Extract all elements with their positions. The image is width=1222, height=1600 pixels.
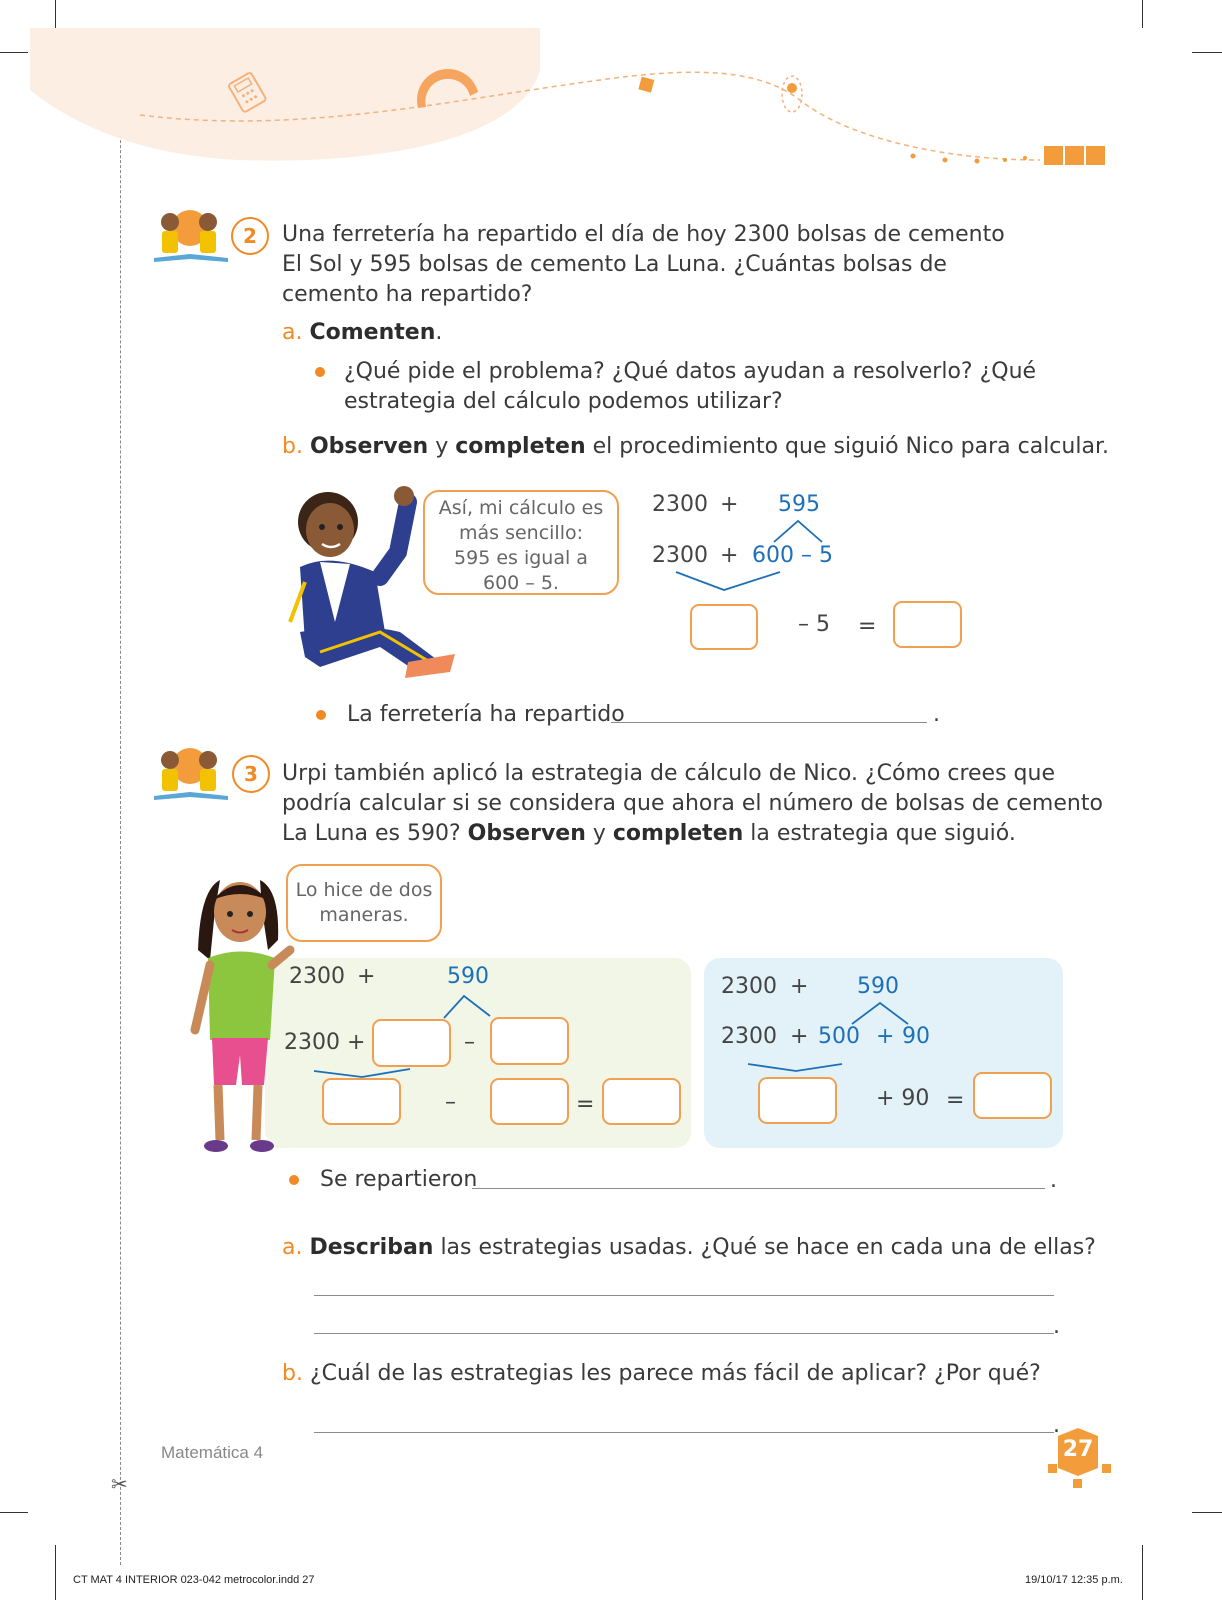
item-b: b. Observen y completen el procedimiento que siguió Nico para calcular. (282, 434, 1109, 459)
speech-bubble: Así, mi cálculo es más sencillo: 595 es igual a 600 – 5. (423, 490, 619, 595)
calc-number: 2300 (721, 974, 777, 999)
calc-operator: + (876, 1024, 895, 1049)
calc-number: 590 (857, 974, 899, 999)
calc-number: 2300 (652, 492, 708, 517)
answer-suffix: . (1050, 1168, 1057, 1193)
calc-number: 590 (447, 964, 489, 989)
answer-line[interactable] (314, 1333, 1054, 1334)
cubes-icon (1044, 146, 1105, 165)
answer-prefix: La ferretería ha repartido (347, 702, 625, 727)
calc-number: 2300 (652, 543, 708, 568)
girl-illustration (180, 870, 300, 1155)
calc-operator: – 5 (798, 612, 830, 637)
answer-line[interactable] (314, 1295, 1054, 1296)
split-branch (848, 1000, 914, 1026)
answer-prefix: Se repartieron (320, 1167, 478, 1192)
problem-number-badge: 2 (231, 217, 269, 255)
bullet-icon (316, 710, 326, 720)
group-work-icon (152, 742, 230, 802)
problem-number-badge: 3 (232, 755, 270, 793)
item-letter: b. (282, 434, 303, 459)
answer-box[interactable] (490, 1017, 569, 1065)
item-letter: a. (282, 320, 303, 345)
calc-operator: + (720, 543, 739, 568)
group-work-icon (152, 204, 230, 264)
answer-box[interactable] (973, 1072, 1052, 1119)
bullet-text: ¿Qué pide el problema? ¿Qué datos ayudan a resolverlo? ¿Qué estrategia del cálculo podemos utilizar? (344, 359, 1037, 414)
crop-mark (1142, 1545, 1143, 1600)
calc-operator: + (790, 1024, 809, 1049)
calc-operator: = (576, 1092, 595, 1117)
print-date: 19/10/17 12:35 p.m. (1025, 1574, 1123, 1586)
bullet-icon (289, 1175, 299, 1185)
calc-number: 595 (778, 492, 820, 517)
crop-mark (0, 1512, 28, 1513)
item-verb: Comenten (309, 320, 436, 345)
answer-box[interactable] (372, 1019, 451, 1067)
problem-statement: Una ferretería ha repartido el día de hoy 2300 bolsas de cemento El Sol y 595 bolsas de cemento La Luna. ¿Cuántas bolsas de cemento ha repartido? (282, 222, 1005, 307)
answer-suffix: . (933, 702, 940, 727)
calc-number: 2300 (289, 964, 345, 989)
header-decoration (0, 0, 1222, 180)
bullet-icon (315, 367, 325, 377)
calc-operator: + (357, 964, 376, 989)
calc-operator: = (946, 1088, 965, 1113)
crop-mark (1192, 1512, 1222, 1513)
calc-expression: 600 – 5 (752, 543, 833, 568)
answer-box[interactable] (602, 1078, 681, 1125)
calc-number: 2300 (721, 1024, 777, 1049)
calc-operator: = (858, 614, 877, 639)
item-a: a. Comenten. (282, 320, 443, 345)
speech-bubble: Lo hice de dos maneras. (286, 864, 442, 942)
line-end: . (1053, 1314, 1060, 1339)
split-branch (770, 518, 830, 544)
join-branch (672, 570, 792, 594)
page-number: 27 (1062, 1437, 1094, 1462)
item-letter: b. (282, 1361, 303, 1386)
problem-statement: Urpi también aplicó la estrategia de cálculo de Nico. ¿Cómo crees que podría calcular si se considera que ahora el número de bolsas de cemento La Luna es 590? Observen y completen la estrategia que siguió. (282, 761, 1103, 846)
answer-line[interactable] (314, 1432, 1054, 1433)
join-branch (746, 1060, 846, 1076)
answer-box[interactable] (322, 1078, 401, 1125)
calc-operator: – (445, 1090, 456, 1115)
cut-line (120, 30, 121, 1565)
answer-line[interactable] (611, 722, 927, 723)
calc-operator: + (790, 974, 809, 999)
crop-mark (55, 1545, 56, 1600)
calc-number: 90 (902, 1024, 930, 1049)
item-letter: a. (282, 1235, 303, 1260)
calc-operator: + 90 (876, 1086, 930, 1111)
calc-number: 500 (818, 1024, 860, 1049)
subject-label: Matemática 4 (161, 1443, 264, 1462)
calc-operator: + (720, 492, 739, 517)
answer-box[interactable] (758, 1077, 837, 1124)
item-b: b. ¿Cuál de las estrategias les parece más fácil de aplicar? ¿Por qué? (282, 1361, 1041, 1386)
answer-line[interactable] (472, 1188, 1045, 1189)
answer-box[interactable] (490, 1078, 569, 1125)
answer-box[interactable] (893, 601, 962, 648)
calc-operator: – (464, 1030, 475, 1055)
answer-box[interactable] (690, 604, 758, 650)
calc-expression: 2300 + (284, 1030, 366, 1055)
file-info: CT MAT 4 INTERIOR 023-042 metrocolor.indd 27 (73, 1574, 315, 1586)
scissors-icon: ✂ (111, 1472, 128, 1496)
split-branch (440, 992, 500, 1020)
line-end: . (1053, 1413, 1060, 1438)
item-a: a. Describan las estrategias usadas. ¿Qué se hace en cada una de ellas? (282, 1235, 1096, 1260)
